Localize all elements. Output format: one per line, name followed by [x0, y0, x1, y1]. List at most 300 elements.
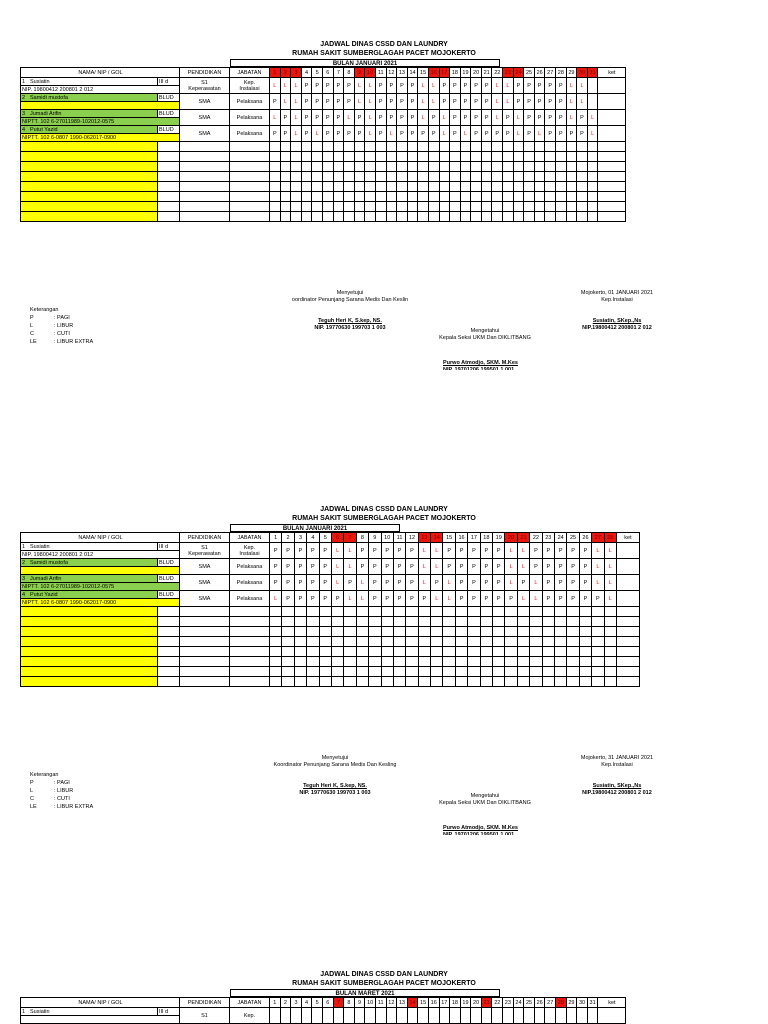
empty-cell	[230, 192, 270, 202]
shift-cell: P	[282, 559, 294, 575]
empty-cell	[598, 182, 626, 192]
shift-cell: L	[418, 94, 429, 110]
empty-cell	[460, 182, 471, 192]
shift-cell: L	[443, 575, 455, 591]
empty-cell	[480, 667, 492, 677]
shift-cell: P	[369, 543, 381, 559]
shift-cell: P	[407, 110, 418, 126]
empty-cell	[307, 677, 319, 687]
empty-cell	[344, 182, 355, 192]
empty-cell	[158, 617, 180, 627]
staff-gol: BLUD	[158, 126, 180, 134]
empty-cell	[492, 212, 503, 222]
shift-cell	[280, 1008, 291, 1024]
shift-cell: P	[301, 94, 312, 110]
empty-cell	[439, 162, 450, 172]
staff-number: 2	[22, 559, 26, 566]
empty-cell	[503, 172, 514, 182]
shift-cell: P	[312, 110, 323, 126]
legend-text: : PAGI	[54, 780, 70, 786]
shift-cell: P	[407, 94, 418, 110]
shift-cell: P	[282, 575, 294, 591]
empty-cell	[282, 627, 294, 637]
col-header-ket: ket	[616, 533, 639, 543]
know-role: Kepala Seksi UKM Dan DIKLITBANG	[439, 800, 531, 806]
empty-cell	[545, 192, 556, 202]
day-header: 10	[381, 533, 393, 543]
legend-item	[30, 787, 93, 795]
day-header: 31	[587, 998, 598, 1008]
shift-cell: L	[604, 559, 616, 575]
staff-gol: BLUD	[158, 575, 180, 583]
empty-row	[21, 627, 640, 637]
empty-cell	[443, 647, 455, 657]
empty-cell	[577, 172, 588, 182]
staff-name-text: Jumadi Arifin	[30, 110, 62, 117]
ket-cell	[598, 110, 626, 126]
empty-name-cell	[21, 617, 158, 627]
empty-cell	[280, 202, 291, 212]
empty-cell	[418, 202, 429, 212]
shift-cell: P	[455, 591, 467, 607]
empty-cell	[291, 152, 302, 162]
empty-cell	[333, 212, 344, 222]
day-header: 24	[554, 533, 566, 543]
empty-cell	[443, 667, 455, 677]
shift-cell: P	[407, 126, 418, 142]
head-nip: NIP.19800412 200801 2 012	[582, 325, 652, 331]
position-line1: Pelaksana	[236, 98, 263, 105]
day-header: 15	[418, 998, 429, 1008]
empty-cell	[180, 637, 230, 647]
empty-cell	[604, 607, 616, 617]
empty-cell	[566, 152, 577, 162]
staff-row-main	[21, 78, 626, 86]
shift-cell: L	[331, 543, 343, 559]
empty-cell	[230, 607, 270, 617]
empty-cell	[455, 657, 467, 667]
empty-cell	[468, 647, 480, 657]
empty-name-cell	[21, 667, 158, 677]
empty-cell	[566, 172, 577, 182]
empty-cell	[180, 617, 230, 627]
empty-cell	[492, 172, 503, 182]
shift-cell: L	[492, 78, 503, 94]
day-header: 4	[301, 68, 312, 78]
shift-cell: L	[344, 591, 356, 607]
shift-cell: L	[505, 575, 517, 591]
empty-cell	[517, 647, 529, 657]
legend-text: : LIBUR	[54, 788, 74, 794]
empty-cell	[369, 627, 381, 637]
position-line1: Kep.	[243, 79, 256, 86]
empty-cell	[418, 677, 430, 687]
date-line: Mojokerto, 31 JANUARI 2021	[580, 755, 654, 761]
shift-cell: P	[301, 110, 312, 126]
empty-cell	[319, 647, 331, 657]
empty-cell	[443, 637, 455, 647]
date-line: Mojokerto, 01 JANUARI 2021	[580, 290, 654, 296]
empty-cell	[294, 617, 306, 627]
day-header: 21	[481, 68, 492, 78]
empty-cell	[418, 627, 430, 637]
staff-position	[230, 110, 270, 126]
empty-cell	[270, 647, 282, 657]
col-header-ket: ket	[598, 998, 626, 1008]
legend	[30, 306, 93, 346]
empty-cell	[517, 617, 529, 627]
staff-position	[230, 78, 270, 94]
legend-code: C	[30, 331, 34, 337]
empty-cell	[460, 202, 471, 212]
empty-cell	[365, 152, 376, 162]
empty-cell	[443, 627, 455, 637]
shift-cell: P	[282, 543, 294, 559]
empty-cell	[381, 617, 393, 627]
shift-cell: P	[406, 575, 418, 591]
staff-education	[180, 126, 230, 142]
empty-cell	[270, 142, 281, 152]
shift-cell: P	[322, 78, 333, 94]
staff-name	[21, 94, 158, 102]
shift-cell: P	[545, 126, 556, 142]
empty-cell	[312, 172, 323, 182]
staff-name-text: Jumadi Arifin	[30, 575, 62, 582]
empty-cell	[397, 202, 408, 212]
day-header: 27	[545, 68, 556, 78]
day-header: 10	[365, 998, 376, 1008]
empty-cell	[481, 152, 492, 162]
day-header: 25	[524, 998, 535, 1008]
shift-cell: P	[450, 110, 461, 126]
empty-cell	[230, 647, 270, 657]
empty-cell	[428, 172, 439, 182]
shift-cell: L	[291, 78, 302, 94]
empty-cell	[513, 212, 524, 222]
shift-cell: P	[542, 591, 554, 607]
shift-cell: P	[270, 94, 281, 110]
shift-cell: P	[460, 110, 471, 126]
empty-name-cell	[21, 637, 158, 647]
shift-cell: P	[460, 94, 471, 110]
head-block	[562, 755, 672, 797]
empty-cell	[455, 677, 467, 687]
shift-cell: L	[280, 78, 291, 94]
day-header: 20	[471, 998, 482, 1008]
empty-cell	[579, 617, 591, 627]
empty-cell	[280, 142, 291, 152]
approve-block	[255, 755, 415, 797]
staff-position	[230, 559, 270, 575]
empty-cell	[158, 637, 180, 647]
shift-cell: L	[505, 559, 517, 575]
day-header: 1	[270, 68, 281, 78]
empty-cell	[455, 667, 467, 677]
legend-code: C	[30, 796, 34, 802]
empty-cell	[331, 667, 343, 677]
shift-cell: P	[481, 94, 492, 110]
empty-cell	[158, 607, 180, 617]
shift-cell: P	[567, 575, 579, 591]
empty-cell	[301, 202, 312, 212]
empty-cell	[554, 627, 566, 637]
shift-cell: L	[418, 110, 429, 126]
shift-cell: P	[270, 543, 282, 559]
empty-cell	[604, 677, 616, 687]
shift-cell: P	[556, 94, 567, 110]
shift-cell: L	[492, 110, 503, 126]
legend-title: Keterangan	[30, 307, 59, 313]
empty-row	[21, 607, 640, 617]
shift-cell: P	[493, 575, 505, 591]
empty-cell	[230, 182, 270, 192]
empty-cell	[406, 617, 418, 627]
empty-cell	[530, 637, 542, 647]
empty-cell	[579, 667, 591, 677]
day-header: 12	[386, 68, 397, 78]
shift-cell	[312, 1008, 323, 1024]
shift-cell: L	[503, 78, 514, 94]
empty-cell	[307, 667, 319, 677]
empty-cell	[493, 617, 505, 627]
shift-cell: L	[513, 110, 524, 126]
empty-name-cell	[21, 202, 158, 212]
empty-cell	[598, 152, 626, 162]
empty-cell	[505, 637, 517, 647]
shift-cell: P	[386, 78, 397, 94]
empty-cell	[598, 212, 626, 222]
empty-cell	[294, 637, 306, 647]
empty-cell	[418, 172, 429, 182]
empty-cell	[450, 202, 461, 212]
empty-cell	[524, 172, 535, 182]
shift-cell: L	[460, 126, 471, 142]
staff-nip: NIP. 19800412 200801 2 012	[21, 551, 180, 559]
empty-cell	[356, 677, 368, 687]
shift-cell: L	[604, 543, 616, 559]
shift-cell: P	[480, 591, 492, 607]
empty-cell	[503, 142, 514, 152]
col-header-education: PENDIDIKAN	[180, 68, 230, 78]
empty-cell	[331, 627, 343, 637]
empty-cell	[468, 667, 480, 677]
empty-cell	[455, 637, 467, 647]
shift-cell: P	[443, 559, 455, 575]
shift-cell: P	[439, 94, 450, 110]
know-block	[425, 328, 545, 342]
ket-cell	[598, 1008, 626, 1024]
empty-name-cell	[21, 182, 158, 192]
empty-cell	[312, 142, 323, 152]
empty-cell	[577, 202, 588, 212]
approve-label: Menyetujui	[336, 290, 364, 296]
shift-cell: P	[455, 543, 467, 559]
shift-cell: P	[333, 110, 344, 126]
col-header-ket: ket	[598, 68, 626, 78]
empty-cell	[450, 182, 461, 192]
empty-cell	[439, 202, 450, 212]
education-line2: Keperawatan	[188, 550, 221, 557]
empty-cell	[270, 162, 281, 172]
empty-cell	[567, 607, 579, 617]
shift-cell: P	[406, 591, 418, 607]
empty-cell	[312, 212, 323, 222]
day-header: 10	[365, 68, 376, 78]
shift-cell: P	[493, 559, 505, 575]
shift-cell: L	[492, 94, 503, 110]
empty-cell	[180, 657, 230, 667]
empty-cell	[381, 657, 393, 667]
day-header: 3	[294, 533, 306, 543]
shift-cell: L	[517, 543, 529, 559]
empty-cell	[230, 677, 270, 687]
empty-cell	[180, 192, 230, 202]
empty-cell	[418, 142, 429, 152]
empty-cell	[322, 172, 333, 182]
chief-nip: NIP. 19701206 199501 1 001	[443, 367, 515, 370]
empty-cell	[386, 152, 397, 162]
empty-cell	[468, 627, 480, 637]
chief-block	[443, 360, 518, 370]
empty-cell	[592, 637, 604, 647]
empty-cell	[365, 172, 376, 182]
shift-cell: P	[344, 94, 355, 110]
day-header: 8	[344, 68, 355, 78]
shift-cell	[577, 1008, 588, 1024]
empty-cell	[556, 142, 567, 152]
empty-cell	[386, 212, 397, 222]
empty-cell	[530, 627, 542, 637]
empty-cell	[598, 162, 626, 172]
shift-cell: P	[468, 543, 480, 559]
empty-cell	[493, 667, 505, 677]
shift-cell: L	[418, 575, 430, 591]
empty-cell	[344, 677, 356, 687]
staff-number: 3	[22, 110, 26, 117]
shift-cell: P	[280, 126, 291, 142]
empty-cell	[356, 607, 368, 617]
empty-cell	[480, 617, 492, 627]
shift-cell: P	[577, 110, 588, 126]
empty-cell	[579, 657, 591, 667]
shift-cell: P	[524, 78, 535, 94]
shift-cell	[301, 1008, 312, 1024]
shift-cell: P	[344, 575, 356, 591]
empty-cell	[443, 677, 455, 687]
shift-cell: L	[428, 94, 439, 110]
empty-row	[21, 647, 640, 657]
empty-cell	[180, 667, 230, 677]
empty-cell	[592, 627, 604, 637]
empty-cell	[375, 202, 386, 212]
education-line1: S1	[201, 79, 208, 86]
month-label: BULAN JANUARI 2021	[230, 524, 400, 532]
shift-cell: P	[322, 126, 333, 142]
legend-item	[30, 322, 93, 330]
day-header: 18	[480, 533, 492, 543]
empty-cell	[319, 617, 331, 627]
empty-cell	[616, 637, 639, 647]
empty-cell	[460, 152, 471, 162]
day-header: 31	[587, 68, 598, 78]
shift-cell: L	[291, 126, 302, 142]
empty-cell	[418, 607, 430, 617]
shift-cell: P	[307, 543, 319, 559]
shift-cell	[587, 78, 598, 94]
day-header: 29	[566, 68, 577, 78]
empty-cell	[481, 202, 492, 212]
empty-cell	[301, 162, 312, 172]
staff-number: 4	[22, 126, 26, 133]
empty-row	[21, 212, 626, 222]
day-header: 28	[556, 68, 567, 78]
empty-cell	[158, 677, 180, 687]
empty-cell	[439, 182, 450, 192]
chief-nip: NIP. 19701206 199501 1 001	[443, 832, 515, 835]
day-header: 14	[407, 68, 418, 78]
empty-cell	[333, 162, 344, 172]
day-header: 27	[592, 533, 604, 543]
empty-cell	[322, 192, 333, 202]
empty-cell	[270, 607, 282, 617]
empty-cell	[344, 647, 356, 657]
roster-table	[20, 67, 626, 222]
shift-cell: P	[270, 126, 281, 142]
staff-gol: III d	[158, 1008, 180, 1016]
empty-cell	[443, 657, 455, 667]
empty-cell	[567, 617, 579, 627]
schedule-subtitle: RUMAH SAKIT SUMBERGLAGAH PACET MOJOKERTO	[292, 515, 476, 522]
empty-cell	[450, 192, 461, 202]
day-header: 2	[280, 68, 291, 78]
empty-cell	[471, 192, 482, 202]
header-row	[21, 998, 626, 1008]
shift-cell: L	[428, 78, 439, 94]
empty-cell	[530, 617, 542, 627]
ket-cell	[598, 78, 626, 94]
empty-cell	[534, 202, 545, 212]
legend-text: : CUTI	[54, 796, 70, 802]
education-line1: SMA	[198, 114, 211, 121]
shift-cell: L	[291, 110, 302, 126]
shift-cell	[428, 1008, 439, 1024]
shift-cell: L	[592, 543, 604, 559]
day-header: 4	[307, 533, 319, 543]
empty-cell	[598, 142, 626, 152]
day-header: 19	[493, 533, 505, 543]
approve-nip	[255, 790, 415, 797]
day-header: 11	[393, 533, 405, 543]
empty-cell	[604, 617, 616, 627]
empty-cell	[270, 202, 281, 212]
empty-cell	[386, 202, 397, 212]
empty-cell	[503, 162, 514, 172]
approve-nip-text: NIP. 19770630 199703 1 003	[299, 790, 371, 796]
ket-cell	[616, 591, 639, 607]
empty-cell	[480, 647, 492, 657]
day-header: 30	[577, 68, 588, 78]
shift-cell: P	[592, 591, 604, 607]
empty-cell	[365, 202, 376, 212]
empty-cell	[439, 212, 450, 222]
empty-cell	[301, 212, 312, 222]
empty-row	[21, 192, 626, 202]
empty-cell	[407, 152, 418, 162]
empty-cell	[556, 212, 567, 222]
empty-cell	[406, 627, 418, 637]
shift-cell: P	[307, 559, 319, 575]
empty-cell	[282, 607, 294, 617]
